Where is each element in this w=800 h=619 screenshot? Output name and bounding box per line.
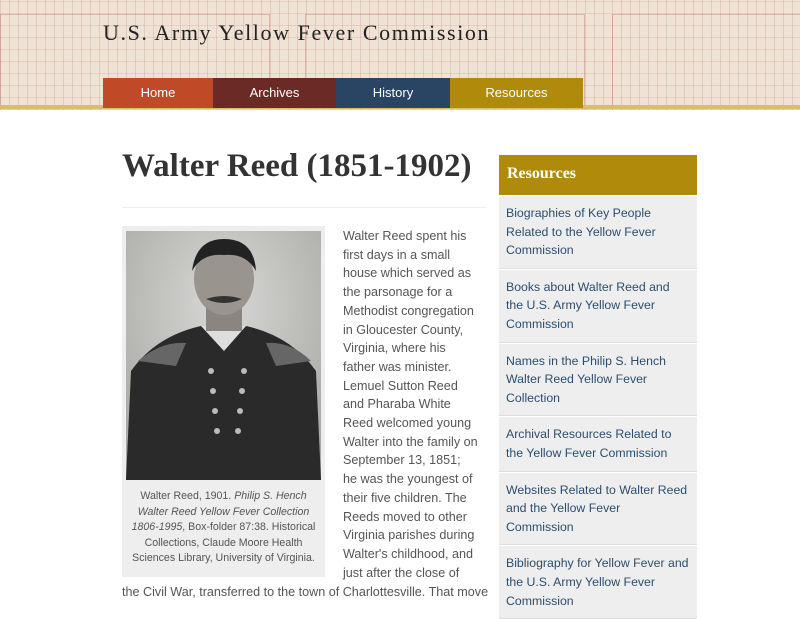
figure-caption: [128, 489, 319, 567]
site-title[interactable]: U.S. Army Yellow Fever Commission: [103, 20, 491, 45]
caption-source: , Box-folder 87:38. Historical Collections, Claude Moore Health Sciences Library, University of Virginia.: [132, 521, 316, 565]
nav-archives[interactable]: Archives: [213, 78, 336, 108]
sidebar-link-biographies[interactable]: Biographies of Key People Related to the Yellow Fever Commission: [499, 195, 697, 269]
caption-text: Walter Reed, 1901.: [140, 490, 235, 502]
nav-resources[interactable]: Resources: [450, 78, 583, 108]
walter-reed-portrait-image: [126, 231, 321, 480]
header-banner: [0, 0, 800, 110]
title-divider: [122, 207, 487, 208]
main-nav: [103, 78, 583, 108]
sidebar-link-names[interactable]: Names in the Philip S. Hench Walter Reed Yellow Fever Collection: [499, 343, 697, 417]
biography-text-continued: the Civil War, transferred to the town of Charlottesville. That move: [122, 585, 489, 599]
nav-history[interactable]: History: [336, 78, 450, 108]
sidebar-link-archival[interactable]: Archival Resources Related to the Yellow Fever Commission: [499, 416, 697, 471]
caption-collection-title: Philip S. Hench Walter Reed Yellow Fever Collection 1806-1995: [131, 490, 310, 534]
resources-sidebar: [499, 155, 697, 619]
sidebar-heading: Resources: [499, 155, 697, 195]
portrait-figure: [122, 226, 325, 577]
nav-home[interactable]: Home: [103, 78, 213, 108]
sidebar-link-books[interactable]: Books about Walter Reed and the U.S. Army Yellow Fever Commission: [499, 269, 697, 343]
page-title: Walter Reed (1851-1902): [122, 148, 472, 184]
sidebar-link-bibliography[interactable]: Bibliography for Yellow Fever and the U.S. Army Yellow Fever Commission: [499, 545, 697, 619]
biography-text: Walter Reed spent his first days in a small house which served as the parsonage for a Methodist congregation in Gloucester County, Virginia, where his father was minister. Lemuel Sutton Reed and Pharaba White Reed welcomed young Walter into the family on September 13, 1851; he was the youngest of their five children. The Reeds moved to other Virginia parishes during Walter's childhood, and just after the close of: [343, 229, 478, 580]
chart-sheet-decoration: [612, 14, 800, 106]
sidebar-link-websites[interactable]: Websites Related to Walter Reed and the Yellow Fever Commission: [499, 472, 697, 546]
